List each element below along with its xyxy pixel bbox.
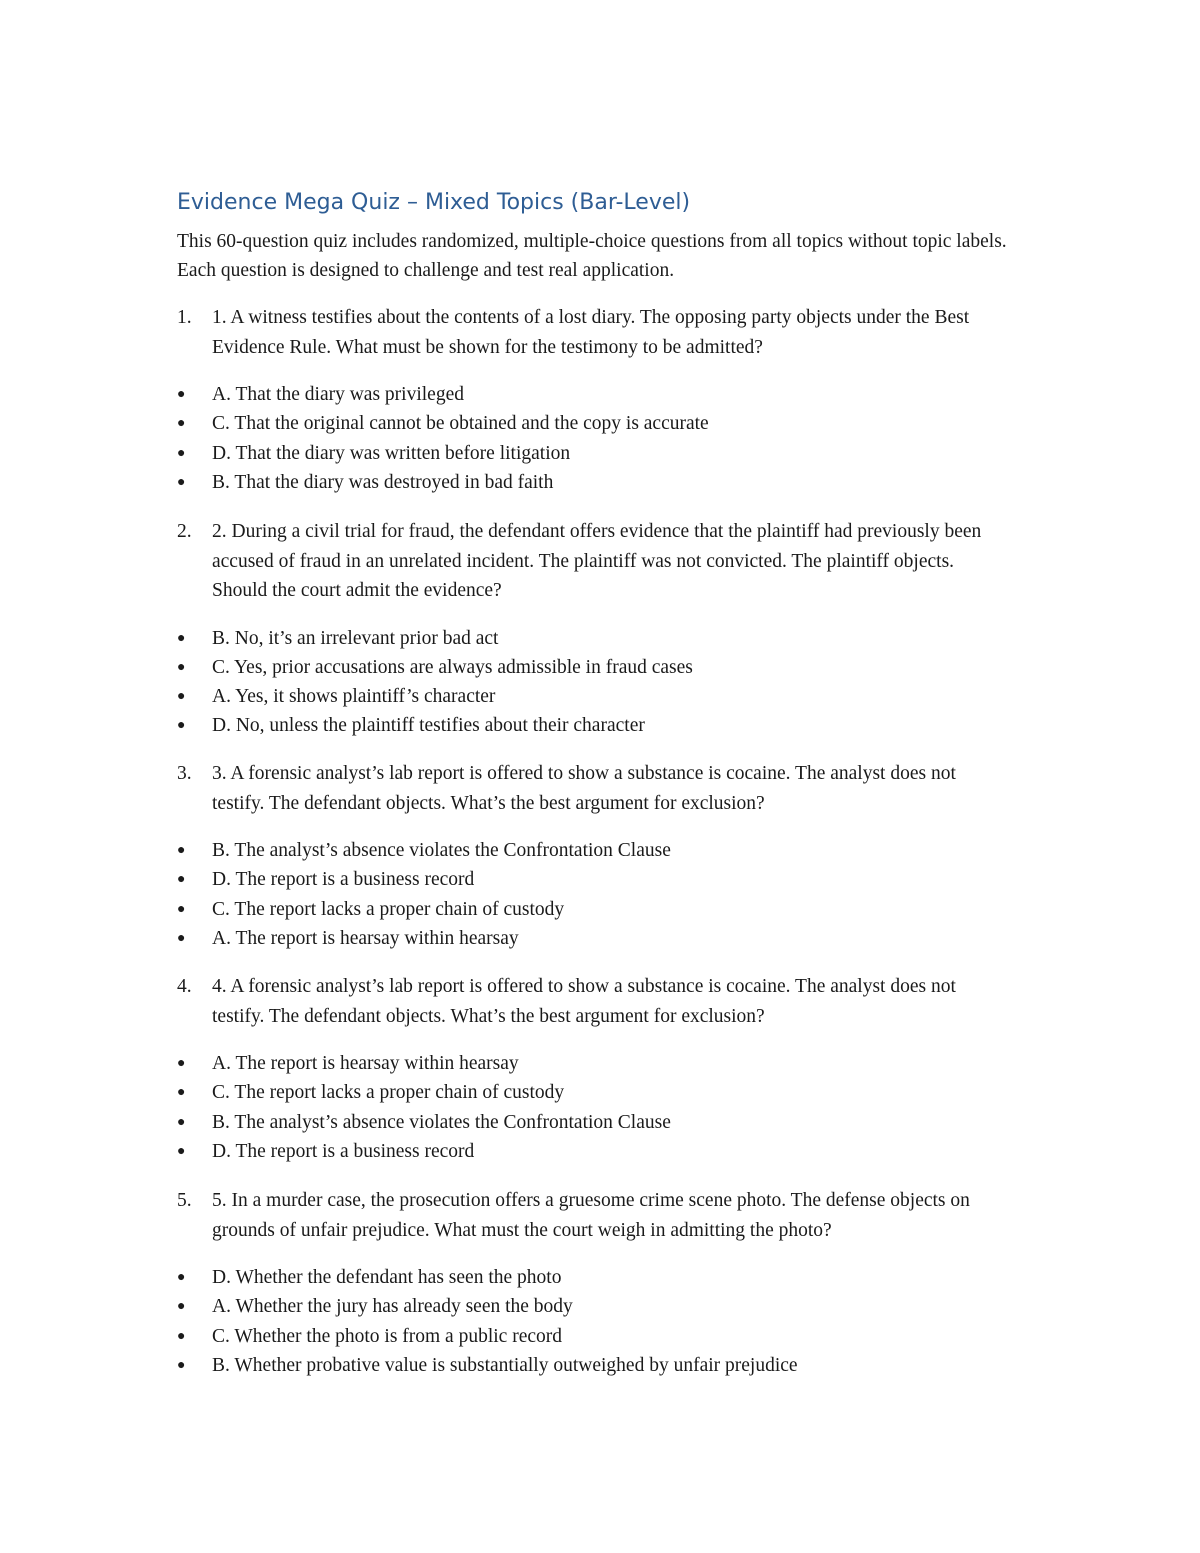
- answer-option: [177, 1078, 1017, 1107]
- question-4: [177, 972, 1017, 1166]
- bullet-icon: ●: [177, 718, 186, 734]
- question-text: 5. In a murder case, the prosecution offers a gruesome crime scene photo. The defense objects on grounds of unfair prejudice. What must the court weigh in admitting the photo?: [212, 1190, 970, 1241]
- option-text: C. The report lacks a proper chain of custody: [212, 898, 565, 920]
- question-number: 3.: [177, 763, 192, 784]
- question-text: 1. A witness testifies about the contents of a lost diary. The opposing party objects under the Best Evidence Rule. What must be shown for the testimony to be admitted?: [212, 307, 970, 358]
- answer-option: [177, 682, 1017, 711]
- bullet-icon: ●: [177, 843, 186, 858]
- bullet-icon: ●: [177, 930, 186, 946]
- option-text: D. The report is a business record: [212, 1140, 475, 1162]
- bullet-icon: ●: [177, 659, 186, 675]
- option-text: A. Yes, it shows plaintiff’s character: [212, 686, 496, 708]
- option-text: B. No, it’s an irrelevant prior bad act: [212, 627, 499, 649]
- answer-options: [177, 1263, 1017, 1380]
- answer-options: [177, 380, 1017, 497]
- bullet-icon: ●: [177, 630, 186, 646]
- document-title: Evidence Mega Quiz – Mixed Topics (Bar-Level): [177, 190, 691, 215]
- option-text: A. Whether the jury has already seen the body: [212, 1296, 573, 1318]
- answer-option: [177, 865, 1017, 894]
- question-number: 4.: [177, 976, 192, 997]
- bullet-icon: ●: [177, 416, 186, 432]
- option-text: B. Whether probative value is substantially outweighed by unfair prejudice: [212, 1354, 798, 1376]
- option-text: D. No, unless the plaintiff testifies about their character: [212, 715, 645, 737]
- question-text: 2. During a civil trial for fraud, the defendant offers evidence that the plaintiff had previously been accused of fraud in an unrelated incident. The plaintiff was not convicted. The plaintiff objects. Should the court admit the evidence?: [212, 521, 982, 601]
- question-5: [177, 1186, 1017, 1380]
- option-text: C. Yes, prior accusations are always admissible in fraud cases: [212, 656, 693, 678]
- answer-option: [177, 1108, 1017, 1137]
- bullet-icon: ●: [177, 689, 186, 705]
- question-2: [177, 517, 1017, 741]
- bullet-icon: ●: [177, 1299, 186, 1315]
- option-text: A. The report is hearsay within hearsay: [212, 927, 519, 949]
- answer-option: [177, 624, 1017, 653]
- option-text: A. That the diary was privileged: [212, 384, 464, 405]
- answer-option: [177, 1322, 1017, 1351]
- question-number: 1.: [177, 307, 192, 328]
- answer-option: [177, 711, 1017, 740]
- answer-option: [177, 1351, 1017, 1380]
- question-text: 3. A forensic analyst’s lab report is offered to show a substance is cocaine. The analyst does not testify. The defendant objects. What’s the best argument for exclusion?: [212, 763, 956, 814]
- bullet-icon: ●: [177, 1357, 186, 1373]
- question-number: 5.: [177, 1190, 192, 1211]
- intro-paragraph: This 60-question quiz includes randomized, multiple-choice questions from all topics without topic labels. Each question is designed to challenge and test real application.: [177, 231, 1007, 281]
- answer-option: [177, 836, 1017, 865]
- answer-options: [177, 1049, 1017, 1166]
- answer-option: [177, 895, 1017, 924]
- option-text: C. That the original cannot be obtained and the copy is accurate: [212, 413, 709, 435]
- question-number: 2.: [177, 521, 192, 542]
- answer-options: [177, 836, 1017, 953]
- bullet-icon: ●: [177, 387, 186, 402]
- bullet-icon: ●: [177, 1085, 186, 1101]
- option-text: B. The analyst’s absence violates the Confrontation Clause: [212, 1111, 671, 1133]
- option-text: B. That the diary was destroyed in bad faith: [212, 471, 554, 493]
- answer-option: [177, 924, 1017, 953]
- option-text: B. The analyst’s absence violates the Confrontation Clause: [212, 840, 671, 861]
- bullet-icon: ●: [177, 901, 186, 917]
- option-text: D. That the diary was written before litigation: [212, 442, 571, 464]
- answer-option: [177, 409, 1017, 438]
- bullet-icon: ●: [177, 872, 186, 888]
- bullet-icon: ●: [177, 474, 186, 490]
- answer-option: [177, 380, 1017, 409]
- option-text: C. Whether the photo is from a public record: [212, 1325, 563, 1347]
- answer-option: [177, 1292, 1017, 1321]
- question-1: [177, 303, 1017, 497]
- bullet-icon: ●: [177, 1143, 186, 1159]
- bullet-icon: ●: [177, 1114, 186, 1130]
- answer-option: [177, 1263, 1017, 1292]
- answer-option: [177, 1049, 1017, 1078]
- bullet-icon: ●: [177, 1328, 186, 1344]
- answer-option: [177, 1137, 1017, 1166]
- answer-option: [177, 653, 1017, 682]
- bullet-icon: ●: [177, 1056, 186, 1071]
- answer-option: [177, 468, 1017, 497]
- question-text: 4. A forensic analyst’s lab report is offered to show a substance is cocaine. The analyst does not testify. The defendant objects. What’s the best argument for exclusion?: [212, 976, 956, 1027]
- answer-options: [177, 624, 1017, 741]
- bullet-icon: ●: [177, 445, 186, 461]
- option-text: C. The report lacks a proper chain of custody: [212, 1082, 565, 1104]
- option-text: D. Whether the defendant has seen the photo: [212, 1267, 562, 1288]
- answer-option: [177, 439, 1017, 468]
- option-text: D. The report is a business record: [212, 869, 475, 891]
- option-text: A. The report is hearsay within hearsay: [212, 1053, 519, 1074]
- question-3: [177, 759, 1017, 953]
- bullet-icon: ●: [177, 1270, 186, 1285]
